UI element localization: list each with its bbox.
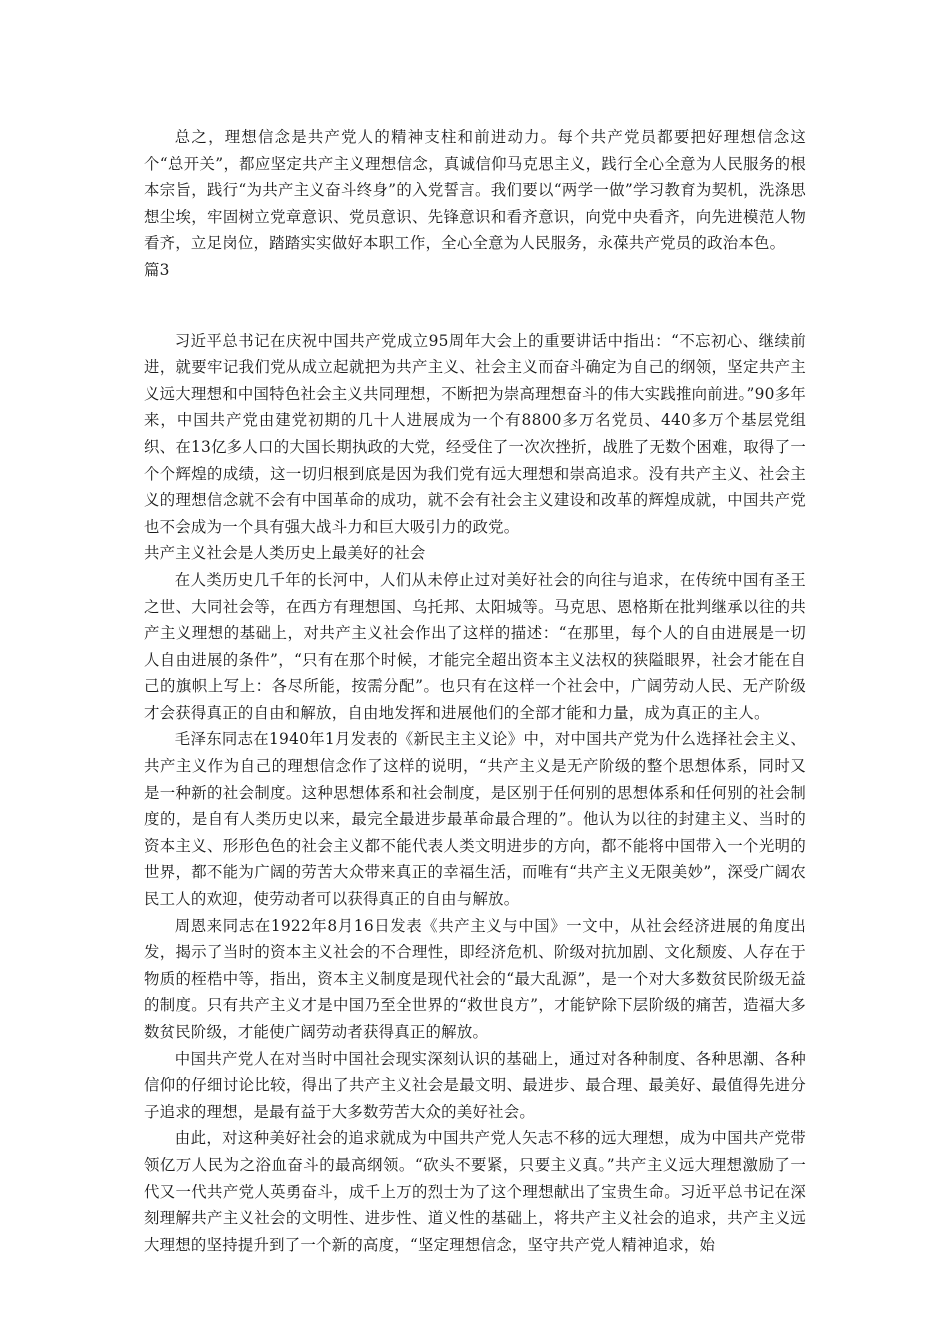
section-heading: 共产主义社会是人类历史上最美好的社会 (144, 544, 426, 563)
paragraph-mao: 毛泽东同志在1940年1月发表的《新民主主义论》中，对中国共产党为什么选择社会主义、共产主义作为自己的理想信念作了这样的说明，“共产主义是无产阶级的整个思想体系，同时又是一种新的社会制度。这种思想体系和社会制度，是区别于任何别的思想体系和任何别的社会制度的，是自有人类历史以来，最完全最进步最革命最合理的”。他认为以往的封建主义、当时的资本主义、形形色色的社会主义都不能代表人类文明进步的方向，都不能将中国带入一个光明的世界，都不能为广阔的劳苦大众带来真正的幸福生活，而唯有“共产主义无限美妙”，深受广阔农民工人的欢迎，使劳动者可以获得真正的自由与解放。 (144, 730, 806, 909)
paragraph-conclusion: 总之，理想信念是共产党人的精神支柱和前进动力。每个共产党员都要把好理想信念这个“总开关”，都应坚定共产主义理想信念，真诚信仰马克思主义，践行全心全意为人民服务的根本宗旨，践行“为共产主义奋斗终身”的入党誓言。我们要以“两学一做”学习教育为契机，洗涤思想尘埃，牢固树立党章意识、党员意识、先锋意识和看齐意识，向党中央看齐，向先进模范人物看齐，立足岗位，踏踏实实做好本职工作，全心全意为人民服务，永葆共产党员的政治本色。 (144, 128, 806, 253)
paragraph-history: 在人类历史几千年的长河中，人们从未停止过对美好社会的向往与追求，在传统中国有圣王之世、大同社会等，在西方有理想国、乌托邦、太阳城等。马克思、恩格斯在批判继承以往的共产主义理想的基础上，对共产主义社会作出了这样的描述：“在那里，每个人的自由进展是一切人自由进展的条件”，“只有在那个时候，才能完全超出资本主义法权的狭隘眼界，社会才能在自己的旗帜上写上：各尽所能，按需分配”。也只有在这样一个社会中，广阔劳动人民、无产阶级才会获得真正的自由和解放，自由地发挥和进展他们的全部才能和力量，成为真正的主人。 (144, 570, 806, 722)
paragraph-cpc-understanding: 中国共产党人在对当时中国社会现实深刻认识的基础上，通过对各种制度、各种思潮、各种信仰的仔细讨论比较，得出了共产主义社会是最文明、最进步、最合理、最美好、最值得先进分子追求的理想，是最有益于大多数劳苦大众的美好社会。 (144, 1049, 806, 1121)
section-label-chapter-3: 篇3 (144, 260, 170, 279)
paragraph-pursuit: 由此，对这种美好社会的追求就成为中国共产党人矢志不移的远大理想，成为中国共产党带领亿万人民为之浴血奋斗的最高纲领。“砍头不要紧，只要主义真。”共产主义远大理想激励了一代又一代共产党人英勇奋斗，成千上万的烈士为了这个理想献出了宝贵生命。习近平总书记在深刻理解共产主义社会的文明性、进步性、道义性的基础上，将共产主义社会的追求，共产主义远大理想的坚持提升到了一个新的高度，“坚定理想信念，坚守共产党人精神追求，始 (144, 1129, 806, 1254)
paragraph-speech-quote: 习近平总书记在庆祝中国共产党成立95周年大会上的重要讲话中指出：“不忘初心、继续前进，就要牢记我们党从成立起就把为共产主义、社会主义而奋斗确定为自己的纲领，坚定共产主义远大理想和中国特色社会主义共同理想，不断把为崇高理想奋斗的伟大实践推向前进。”90多年来，中国共产党由建党初期的几十人进展成为一个有8800多万名党员、440多万个基层党组织、在13亿多人口的大国长期执政的大党，经受住了一次次挫折，战胜了无数个困难，取得了一个个辉煌的成绩，这一切归根到底是因为我们党有远大理想和崇高追求。没有共产主义、社会主义的理想信念就不会有中国革命的成功，就不会有社会主义建设和改革的辉煌成就，中国共产党也不会成为一个具有强大战斗力和巨大吸引力的政党。 (144, 331, 806, 536)
paragraph-zhou: 周恩来同志在1922年8月16日发表《共产主义与中国》一文中，从社会经济进展的角度出发，揭示了当时的资本主义社会的不合理性，即经济危机、阶级对抗加剧、文化颓废、人存在于物质的桎梏中等，指出，资本主义制度是现代社会的“最大乱源”，是一个对大多数贫民阶级无益的制度。只有共产主义才是中国乃至全世界的“救世良方”，才能铲除下层阶级的痛苦，造福大多数贫民阶级，才能使广阔劳动者获得真正的解放。 (144, 916, 806, 1041)
document-body (144, 124, 806, 1258)
